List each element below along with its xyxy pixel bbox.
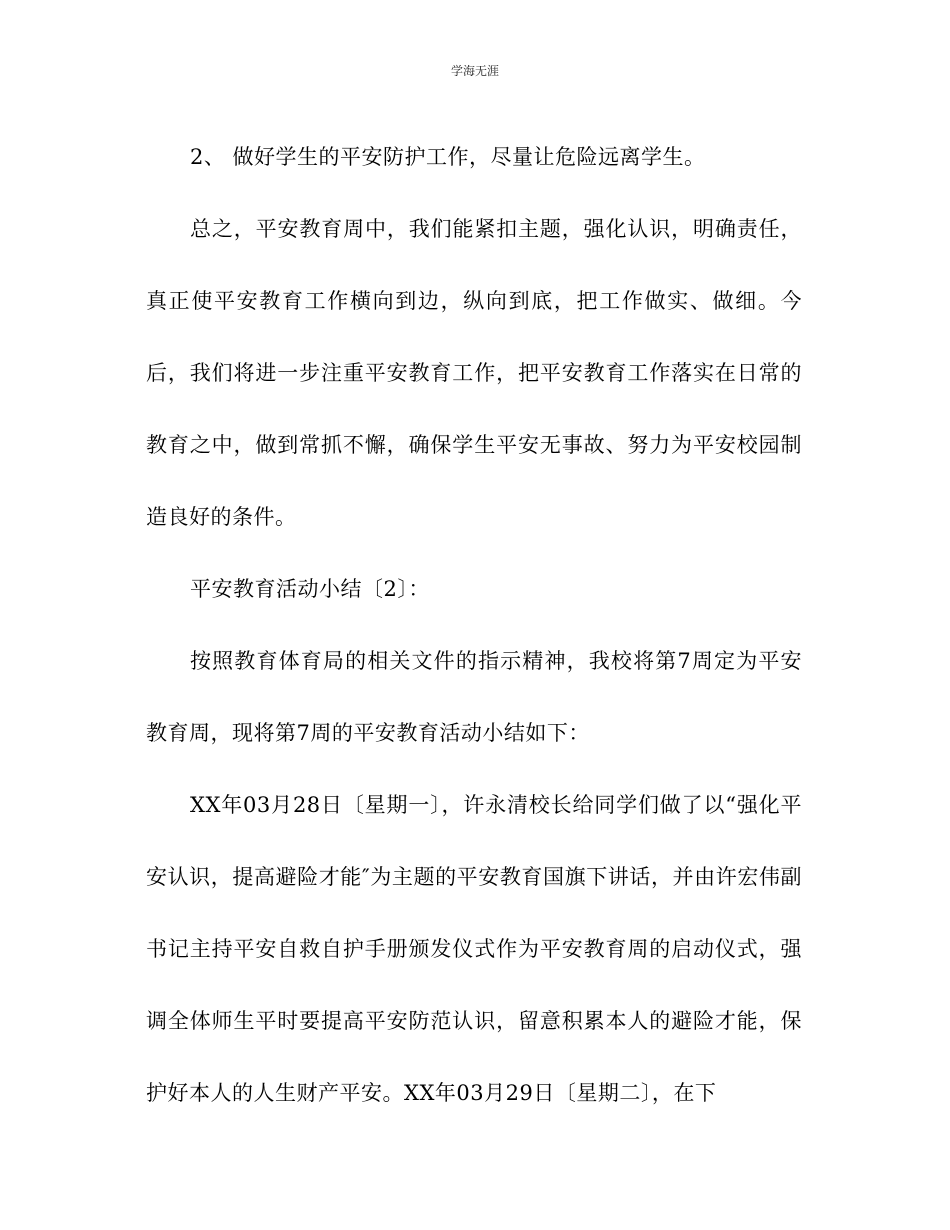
paragraph-summary: 总之，平安教育周中，我们能紧扣主题，强化认识，明确责任，真正使平安教育工作横向到边，纵向到底，把工作做实、做细。今后，我们将进一步注重平安教育工作，把平安教育工作落实在日常的教育之中，做到常抓不懈，确保学生平安无事故、努力为平安校园制造良好的条件。: [146, 217, 802, 529]
paragraph-activity-details: XX年03月28日〔星期一〕，许永清校长给同学们做了以“强化平安认识，提高避险才能″为主题的平安教育国旗下讲话，并由许宏伟副书记主持平安自救自护手册颁发仪式作为平安教育周的启动仪式，强调全体师生平时要提高平安防范认识，留意积累本人的避险才能，保护好本人的人生财产平安。XX年03月29日〔星期二〕，在下: [146, 793, 802, 1105]
paragraph-section-title: 平安教育活动小结〔2〕：: [190, 577, 430, 601]
page-header: 学海无涯: [450, 64, 499, 78]
paragraph-safety-protection: 2、 做好学生的平安防护工作，尽量让危险远离学生。: [190, 145, 706, 169]
paragraph-intro: 按照教育体育局的相关文件的指示精神，我校将第7周定为平安教育周，现将第7周的平安教育活动小结如下：: [146, 649, 802, 745]
document-body: [146, 121, 802, 1129]
